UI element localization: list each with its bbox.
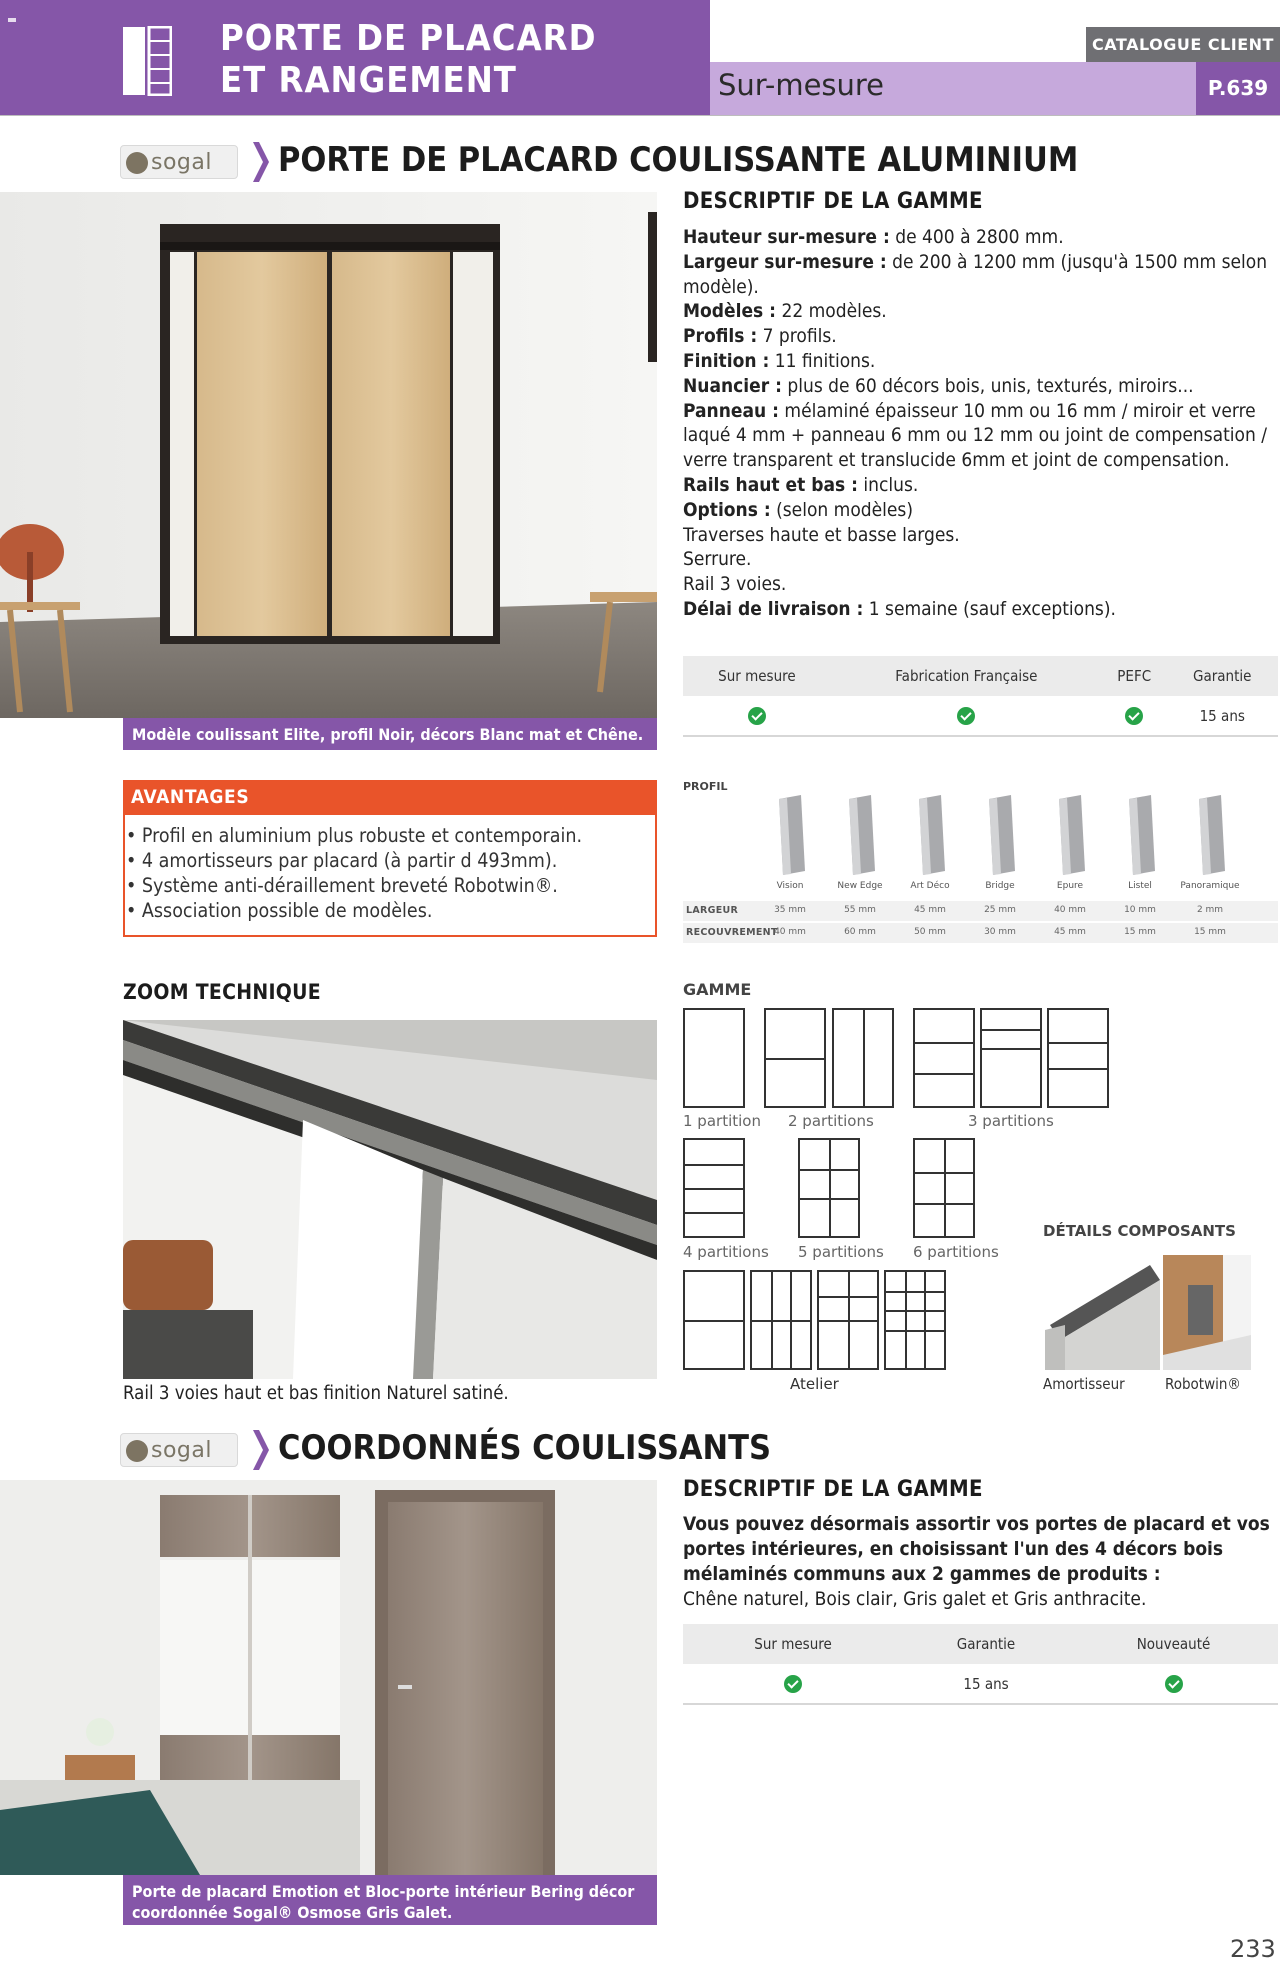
profil-name: New Edge	[837, 881, 883, 891]
spec-item	[683, 547, 1273, 572]
profil-largeur: 2 mm	[1196, 905, 1224, 915]
label-5-partitions: 5 partitions	[798, 1243, 884, 1261]
spec-item	[683, 349, 1273, 374]
door-diagram	[683, 1138, 745, 1238]
profil-recouvrement: 60 mm	[844, 927, 876, 937]
rail-photo	[123, 1020, 657, 1379]
door-diagram	[764, 1008, 826, 1108]
sogal-logo: sogal	[120, 145, 238, 179]
door-diagram	[913, 1138, 975, 1238]
th-sur-mesure: Sur mesure	[683, 1624, 903, 1664]
spec-item	[683, 324, 1273, 349]
catalogue-badge: CATALOGUE CLIENT	[1086, 27, 1280, 62]
profil-recouvrement: 50 mm	[914, 927, 946, 937]
spec-label: Rails haut et bas :	[683, 473, 858, 496]
spec-text: de 200 à 1200 mm (jusqu'à 1500 mm selon modèle).	[683, 250, 1268, 298]
th-garantie: Garantie	[1167, 656, 1279, 696]
profil-largeur: 25 mm	[984, 905, 1016, 915]
spec-label: Finition :	[683, 349, 770, 372]
spec-item	[683, 250, 1273, 300]
door-diagram	[980, 1008, 1042, 1108]
photo-caption: Modèle coulissant Elite, profil Noir, décors Blanc mat et Chêne.	[123, 718, 657, 750]
section-title: PORTE DE PLACARD COULISSANTE ALUMINIUM	[278, 140, 1079, 180]
spec-label: Hauteur sur-mesure :	[683, 226, 890, 248]
spec-text: 1 semaine (sauf exceptions).	[863, 597, 1116, 620]
door-diagram	[913, 1008, 975, 1108]
profil-heading: PROFIL	[683, 780, 728, 793]
label-6-partitions: 6 partitions	[913, 1243, 999, 1261]
descriptif-heading: DESCRIPTIF DE LA GAMME	[683, 189, 983, 214]
check-icon	[784, 1675, 802, 1693]
spec-text: 22 modèles.	[776, 300, 887, 323]
check-icon	[1125, 707, 1143, 725]
label-4-partitions: 4 partitions	[683, 1243, 769, 1261]
details-heading: DÉTAILS COMPOSANTS	[1043, 1222, 1236, 1240]
descriptif-heading-2: DESCRIPTIF DE LA GAMME	[683, 1477, 983, 1502]
check-icon	[1165, 1675, 1183, 1693]
profil-recouvrement: 45 mm	[1054, 927, 1086, 937]
door-diagram	[750, 1270, 812, 1370]
features-table-2	[683, 1624, 1278, 1705]
profil-largeur: 45 mm	[914, 905, 946, 915]
profil-name: Listel	[1128, 881, 1152, 891]
coord-text-bold: Vous pouvez désormais assortir vos portes de placard et vos portes intérieures, en choisissant l'un des 4 décors bois mélaminés communs aux 2 gammes de produits :	[683, 1513, 1270, 1585]
zoom-caption: Rail 3 voies haut et bas finition Naturel satiné.	[123, 1383, 509, 1404]
door-diagram	[884, 1270, 946, 1370]
coord-description	[683, 1512, 1273, 1612]
largeur-label: LARGEUR	[686, 905, 739, 916]
profil-recouvrement: 30 mm	[984, 927, 1016, 937]
spec-text: (selon modèles)	[770, 498, 913, 521]
profil-largeur: 35 mm	[774, 905, 806, 915]
profil-recouvrement: 15 mm	[1124, 927, 1156, 937]
th-nouveaute: Nouveauté	[1069, 1624, 1278, 1664]
spec-text: Serrure.	[683, 548, 752, 571]
list-item: • Association possible de modèles.	[126, 898, 651, 923]
robotwin-label: Robotwin®	[1165, 1375, 1241, 1393]
spec-label: Profils :	[683, 325, 758, 348]
spec-label: Options :	[683, 498, 771, 521]
label-3-partitions: 3 partitions	[968, 1112, 1054, 1130]
wardrobe-photo	[0, 192, 657, 718]
spec-label: Modèles :	[683, 300, 777, 323]
profil-2-icon	[905, 795, 955, 875]
label-atelier: Atelier	[790, 1375, 839, 1393]
section-title: COORDONNÉS COULISSANTS	[278, 1428, 772, 1468]
spec-text: Traverses haute et basse larges.	[683, 523, 960, 546]
recouvrement-label: RECOUVREMENT	[686, 927, 778, 938]
label-2-partitions: 2 partitions	[788, 1112, 874, 1130]
header-banner	[0, 0, 710, 115]
list-item: • 4 amortisseurs par placard (à partir d 493mm).	[126, 848, 651, 873]
profil-0-icon	[765, 795, 815, 875]
garantie-value: 15 ans	[903, 1664, 1069, 1704]
list-item: • Profil en aluminium plus robuste et contemporain.	[126, 823, 651, 848]
th-fabrication: Fabrication Française	[831, 656, 1102, 696]
spec-text: de 400 à 2800 mm.	[889, 226, 1064, 248]
spec-label: Largeur sur-mesure :	[683, 250, 887, 273]
menu-icon	[8, 18, 16, 22]
profil-largeur: 40 mm	[1054, 905, 1086, 915]
th-garantie: Garantie	[903, 1624, 1069, 1664]
spec-label: Nuancier :	[683, 374, 782, 397]
garantie-value: 15 ans	[1167, 696, 1279, 736]
spec-item	[683, 299, 1273, 324]
subtitle-bar	[710, 62, 1196, 115]
th-sur-mesure: Sur mesure	[683, 656, 831, 696]
profil-3-icon	[975, 795, 1025, 875]
profil-largeur: 10 mm	[1124, 905, 1156, 915]
bedroom-photo	[0, 1480, 657, 1875]
amortisseur-photo	[1040, 1255, 1160, 1370]
door-diagram	[1047, 1008, 1109, 1108]
wardrobe-icon	[122, 26, 172, 96]
profil-5-icon	[1115, 795, 1165, 875]
spec-item	[683, 572, 1273, 597]
profil-name: Panoramique	[1180, 881, 1240, 891]
spec-text: plus de 60 décors bois, unis, texturés, miroirs...	[781, 374, 1194, 397]
spec-text: Rail 3 voies.	[683, 573, 787, 596]
spec-text: 7 profils.	[757, 325, 837, 348]
profil-6-icon	[1185, 795, 1235, 875]
amortisseur-label: Amortisseur	[1043, 1375, 1125, 1393]
profil-name: Epure	[1056, 881, 1084, 891]
gamme-heading: GAMME	[683, 980, 752, 999]
coord-text-normal: Chêne naturel, Bois clair, Gris galet et Gris anthracite.	[683, 1588, 1147, 1610]
spec-text: 11 finitions.	[769, 349, 876, 372]
profil-recouvrement: 15 mm	[1194, 927, 1226, 937]
spec-item	[683, 498, 1273, 523]
door-diagram	[832, 1008, 894, 1108]
spec-item	[683, 399, 1273, 473]
door-diagram	[798, 1138, 860, 1238]
spec-text: mélaminé épaisseur 10 mm ou 16 mm / miroir et verre laqué 4 mm + panneau 6 mm ou 12 mm ou joint de compensation / verre transparent et translucide 6mm et joint de compensation.	[683, 399, 1268, 472]
check-icon	[957, 707, 975, 725]
label-1-partition: 1 partition	[683, 1112, 761, 1130]
spec-text: inclus.	[857, 473, 919, 496]
profil-4-icon	[1045, 795, 1095, 875]
spec-label: Délai de livraison :	[683, 597, 864, 620]
photo-caption-2: Porte de placard Emotion et Bloc-porte intérieur Bering décor coordonnée Sogal® Osmose Gris Galet.	[123, 1875, 657, 1925]
profil-name: Bridge	[985, 881, 1015, 891]
robotwin-photo	[1163, 1255, 1251, 1370]
spec-item	[683, 374, 1273, 399]
divider	[0, 115, 1280, 116]
profil-name: Art Déco	[910, 881, 950, 891]
spec-item	[683, 523, 1273, 548]
list-item: • Système anti-déraillement breveté Robotwin®.	[126, 873, 651, 898]
door-diagram	[683, 1008, 745, 1108]
spec-item	[683, 473, 1273, 498]
spec-label: Panneau :	[683, 399, 779, 422]
chevron-right-icon	[253, 142, 269, 182]
check-icon	[748, 707, 766, 725]
spec-list	[683, 225, 1273, 622]
features-table	[683, 656, 1278, 737]
th-pefc: PEFC	[1102, 656, 1167, 696]
subtitle: Sur-mesure	[718, 68, 885, 102]
sogal-logo: sogal	[120, 1433, 238, 1467]
profil-largeur: 55 mm	[844, 905, 876, 915]
profil-name: Vision	[776, 881, 804, 891]
zoom-heading: ZOOM TECHNIQUE	[123, 980, 322, 1004]
avantages-heading: AVANTAGES	[123, 780, 657, 815]
spec-item	[683, 597, 1273, 622]
profil-recouvrement: 40 mm	[774, 927, 806, 937]
avantages-list	[126, 823, 651, 923]
spec-item	[683, 225, 1273, 250]
page-ref: P.639	[1196, 62, 1280, 115]
chevron-right-icon	[253, 1430, 269, 1470]
door-diagram	[683, 1270, 745, 1370]
page-number: 233	[1230, 1935, 1276, 1963]
door-diagram	[817, 1270, 879, 1370]
page-title: PORTE DE PLACARD ET RANGEMENT	[220, 18, 597, 101]
profil-1-icon	[835, 795, 885, 875]
